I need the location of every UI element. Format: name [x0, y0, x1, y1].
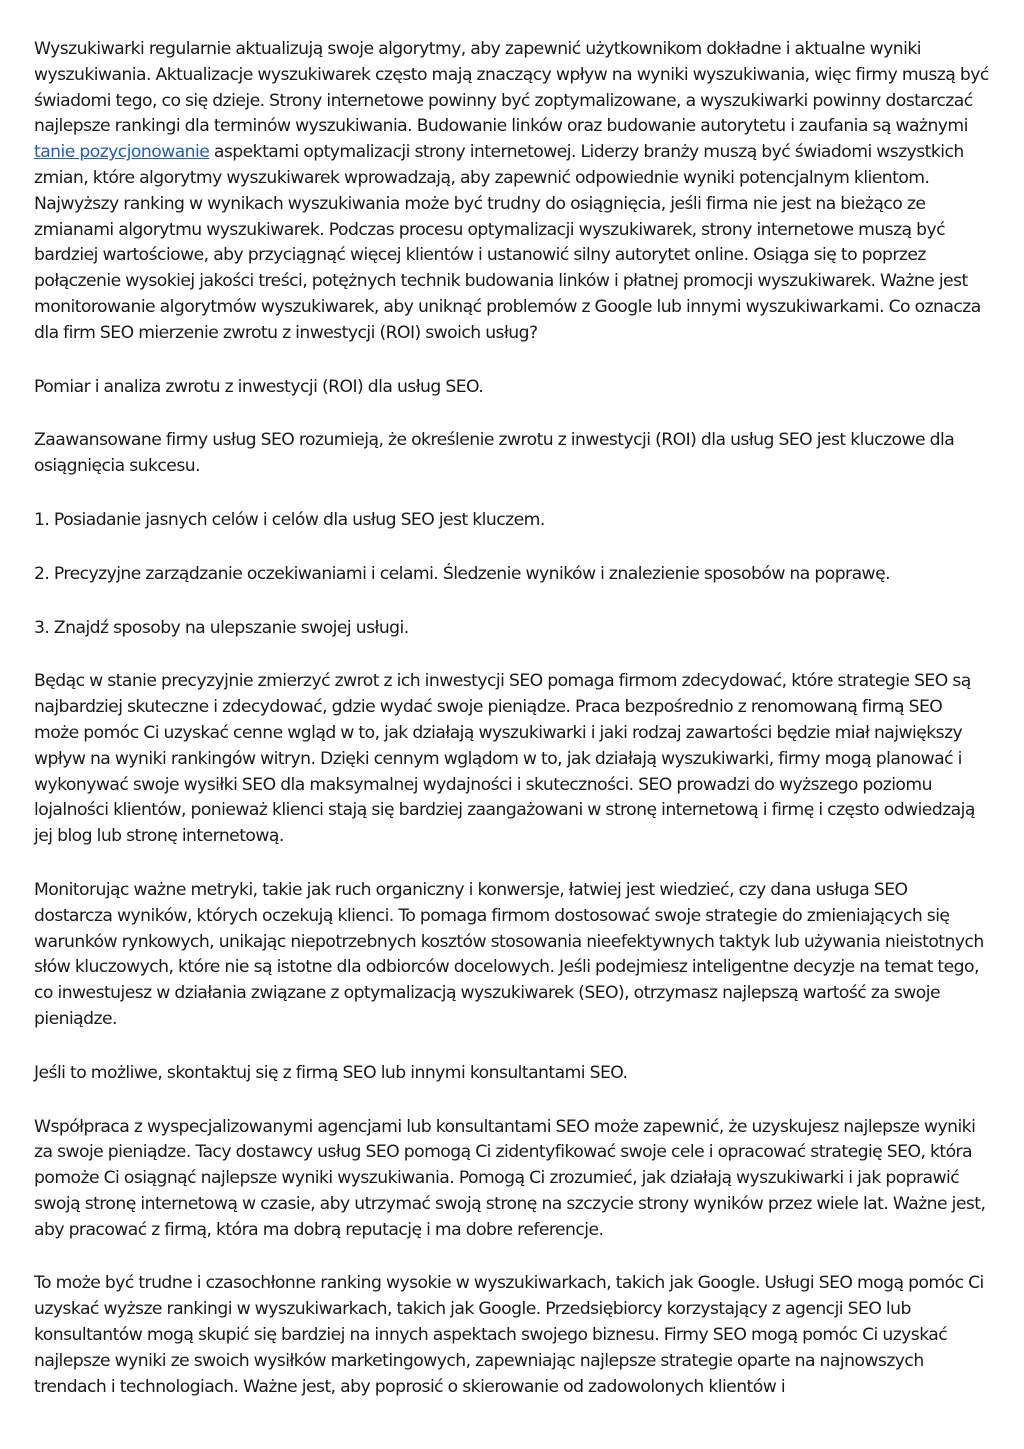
list-item-1: [34, 508, 990, 534]
paragraph-measure-roi: [34, 669, 990, 850]
paragraph-text: Pomiar i analiza zwrotu z inwestycji (ROI) dla usług SEO.: [34, 376, 484, 397]
list-item-2: [34, 562, 990, 588]
paragraph-cooperation: [34, 1115, 990, 1244]
paragraph-text: Będąc w stanie precyzyjnie zmierzyć zwrot z ich inwestycji SEO pomaga firmom zdecydować, które strategie SEO są najbardziej skuteczne i zdecydować, gdzie wydać swoje pieniądze. Praca bezpośrednio z renomowaną firmą SEO może pomóc Ci uzyskać cenne wgląd w to, jak działają wyszukiwarki i jaki rodzaj zawartości będzie miał największy wpływ na wyniki rankingów witryn. Dzięki cennym wglądom w to, jak działają wyszukiwarki, firmy mogą planować i wykonywać swoje wysiłki SEO dla maksymalnej wydajności i skuteczności. SEO prowadzi do wyższego poziomu lojalności klientów, ponieważ klienci stają się bardziej zaangażowani w stronę internetową i firmę i często odwiedzają jej blog lub stronę internetową.: [34, 671, 975, 847]
paragraph-contact: [34, 1061, 990, 1087]
paragraph-text: To może być trudne i czasochłonne ranking wysokie w wyszukiwarkach, takich jak Google. Usługi SEO mogą pomóc Ci uzyskać wyższe rankingi w wyszukiwarkach, takich jak Google. Przedsiębiorcy korzystający z agencji SEO lub konsultantów mogą skupić się bardziej na innych aspektach swojego biznesu. Firmy SEO mogą pomóc Ci uzyskać najlepsze wyniki ze swoich wysiłków marketingowych, zapewniając najlepsze strategie oparte na najnowszych trendach i technologiach. Ważne jest, aby poprosić o skierowanie od zadowolonych klientów i: [34, 1273, 984, 1397]
paragraph-ranking: [34, 1271, 990, 1400]
paragraph-algorithm-updates: [34, 37, 990, 347]
paragraph-metrics: [34, 878, 990, 1033]
paragraph-text: Zaawansowane firmy usług SEO rozumieją, że określenie zwrotu z inwestycji (ROI) dla usług SEO jest kluczowe dla osiągnięcia sukcesu.: [34, 430, 955, 477]
paragraph-text: 1. Posiadanie jasnych celów i celów dla usług SEO jest kluczem.: [34, 509, 545, 530]
list-item-3: [34, 616, 990, 642]
link-tanie-pozycjonowanie[interactable]: tanie pozycjonowanie: [34, 142, 210, 163]
paragraph-text: Wyszukiwarki regularnie aktualizują swoje algorytmy, aby zapewnić użytkownikom dokładne i aktualne wyniki wyszukiwania. Aktualizacje wyszukiwarek często mają znaczący wpływ na wyniki wyszukiwania, więc firmy muszą być świadomi tego, co się dzieje. Strony internetowe powinny być zoptymalizowane, a wyszukiwarki powinny dostarczać najlepsze rankingi dla terminów wyszukiwania. Budowanie linków oraz budowanie autorytetu i zaufania są ważnymi: [34, 39, 989, 137]
paragraph-text: Monitorując ważne metryki, takie jak ruch organiczny i konwersje, łatwiej jest wiedzieć, czy dana usługa SEO dostarcza wyników, których oczekują klienci. To pomaga firmom dostosować swoje strategie do zmieniających się warunków rynkowych, unikając niepotrzebnych kosztów stosowania nieefektywnych taktyk lub używania nieistotnych słów kluczowych, które nie są istotne dla odbiorców docelowych. Jeśli podejmiesz inteligentne decyzje na temat tego, co inwestujesz w działania związane z optymalizacją wyszukiwarek (SEO), otrzymasz najlepszą wartość za swoje pieniądze.: [34, 879, 984, 1029]
paragraph-roi-intro: [34, 428, 990, 480]
paragraph-text: 2. Precyzyjne zarządzanie oczekiwaniami i celami. Śledzenie wyników i znalezienie sposobów na poprawę.: [34, 563, 891, 584]
paragraph-text: Jeśli to możliwe, skontaktuj się z firmą SEO lub innymi konsultantami SEO.: [34, 1062, 628, 1083]
paragraph-text: Współpraca z wyspecjalizowanymi agencjami lub konsultantami SEO może zapewnić, że uzyskujesz najlepsze wyniki za swoje pieniądze. Tacy dostawcy usług SEO pomogą Ci zidentyfikować swoje cele i opracować strategię SEO, która pomoże Ci osiągnąć najlepsze wyniki wyszukiwania. Pomogą Ci zrozumieć, jak działają wyszukiwarki i jak poprawić swoją stronę internetową w czasie, aby utrzymać swoją stronę na szczycie strony wyników przez wiele lat. Ważne jest, aby pracować z firmą, która ma dobrą reputację i ma dobre referencje.: [34, 1116, 986, 1240]
paragraph-text: aspektami optymalizacji strony internetowej. Liderzy branży muszą być świadomi wszystkich zmian, które algorytmy wyszukiwarek wprowadzają, aby zapewnić odpowiednie wyniki potencjalnym klientom. Najwyższy ranking w wynikach wyszukiwania może być trudny do osiągnięcia, jeśli firma nie jest na bieżąco ze zmianami algorytmu wyszukiwarek. Podczas procesu optymalizacji wyszukiwarek, strony internetowe muszą być bardziej wartościowe, aby przyciągnąć więcej klientów i ustanowić silny autorytet online. Osiąga się to poprzez połączenie wysokiej jakości treści, potężnych technik budowania linków i płatnej promocji wyszukiwarek. Ważne jest monitorowanie algorytmów wyszukiwarek, aby uniknąć problemów z Google lub innymi wyszukiwarkami. Co oznacza dla firm SEO mierzenie zwrotu z inwestycji (ROI) swoich usług?: [34, 142, 981, 343]
paragraph-roi-heading: [34, 375, 990, 401]
paragraph-text: 3. Znajdź sposoby na ulepszanie swojej usługi.: [34, 617, 409, 638]
